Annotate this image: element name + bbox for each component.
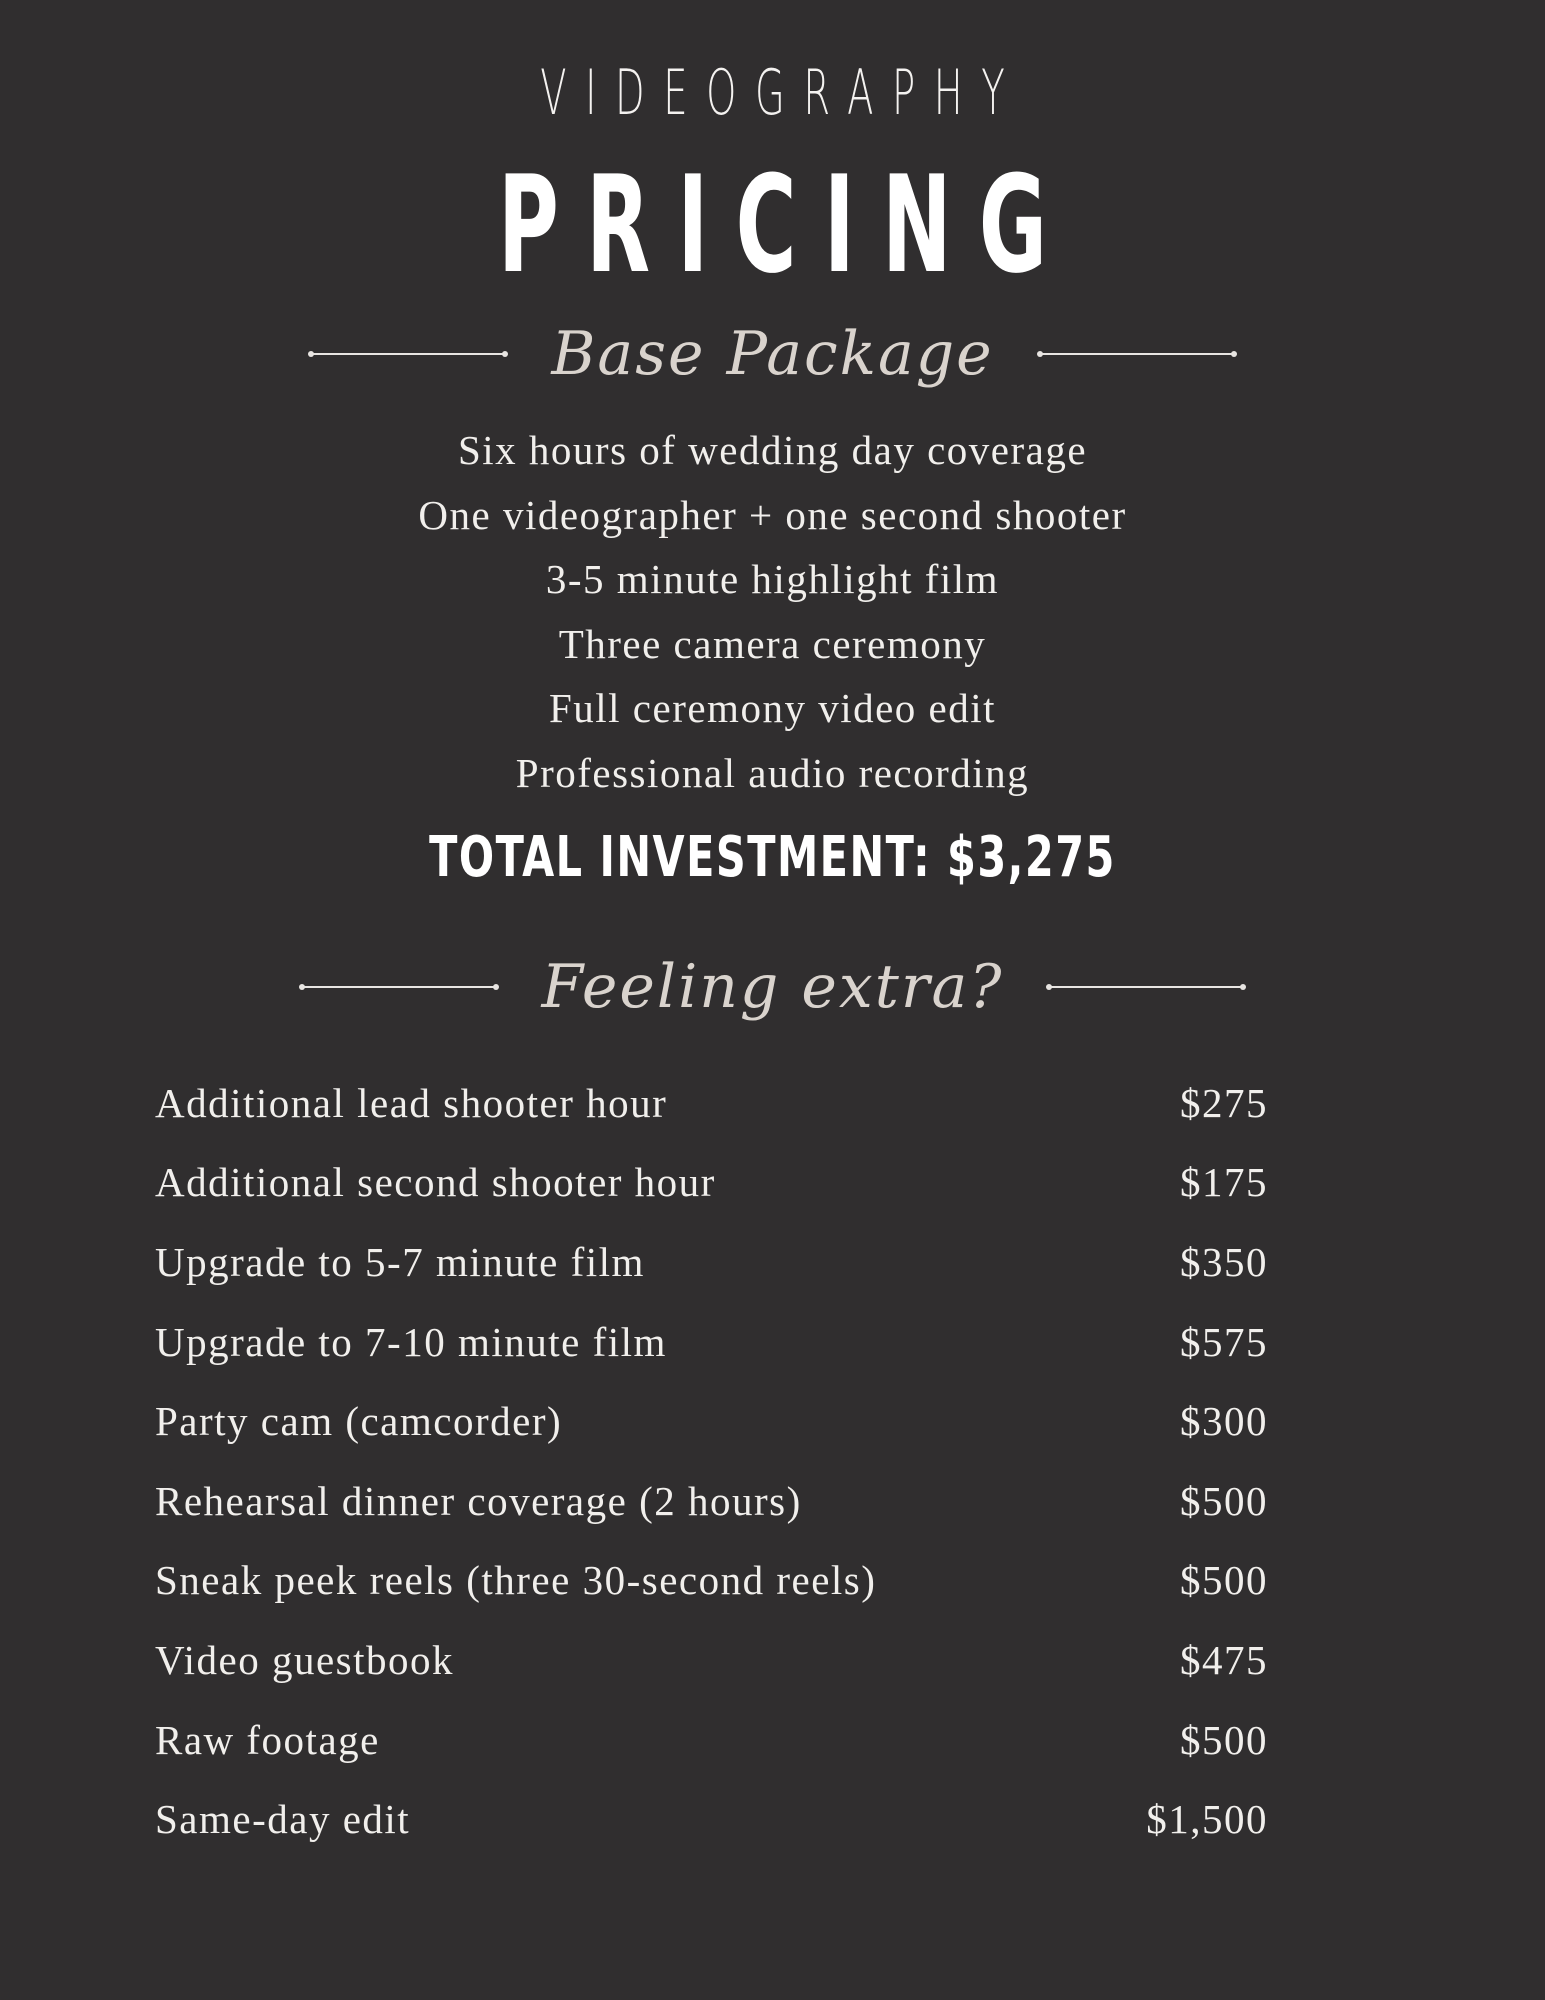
extra-price: $500	[1180, 1716, 1268, 1763]
table-row	[155, 1222, 1268, 1302]
extra-price: $475	[1180, 1636, 1268, 1683]
extra-label: Video guestbook	[155, 1636, 455, 1683]
extra-label: Sneak peek reels (three 30-second reels)	[155, 1557, 877, 1604]
extra-label: Additional second shooter hour	[155, 1159, 716, 1206]
extra-label: Raw footage	[155, 1716, 380, 1763]
table-row	[155, 1063, 1268, 1143]
right-divider	[1049, 986, 1243, 988]
list-item: 3-5 minute highlight film	[545, 556, 1000, 602]
extra-label: Rehearsal dinner coverage (2 hours)	[155, 1477, 802, 1524]
list-item: Professional audio recording	[515, 749, 1030, 796]
extra-label: Upgrade to 7-10 minute film	[155, 1318, 667, 1365]
table-row	[155, 1620, 1268, 1700]
extra-price: $300	[1180, 1398, 1268, 1445]
extra-price: $1,500	[1146, 1796, 1268, 1843]
extras-title: Feeling extra?	[541, 952, 1004, 1022]
list-item: Three camera ceremony	[558, 620, 987, 667]
page-eyebrow: VIDEOGRAPHY	[540, 56, 1024, 129]
extra-label: Same-day edit	[155, 1796, 411, 1843]
table-row	[155, 1779, 1268, 1859]
extra-price: $275	[1180, 1079, 1268, 1126]
list-item: One videographer + one second shooter	[418, 491, 1127, 538]
total-investment: TOTAL INVESTMENT: $3,275	[429, 825, 1116, 890]
extra-price: $575	[1180, 1318, 1268, 1365]
left-divider	[311, 353, 505, 355]
extra-price: $500	[1180, 1557, 1268, 1604]
extra-label: Additional lead shooter hour	[155, 1079, 668, 1126]
right-divider	[1040, 353, 1234, 355]
base-package-list	[0, 418, 1545, 805]
extras-list	[155, 1063, 1268, 1859]
extra-price: $175	[1180, 1159, 1268, 1206]
list-item: Full ceremony video edit	[548, 685, 997, 731]
extra-label: Party cam (camcorder)	[155, 1398, 563, 1445]
table-row	[155, 1381, 1268, 1461]
left-divider	[302, 986, 496, 988]
list-item: Six hours of wedding day coverage	[457, 427, 1088, 473]
table-row	[155, 1461, 1268, 1541]
extras-header	[0, 947, 1545, 1027]
table-row	[155, 1302, 1268, 1382]
table-row	[155, 1143, 1268, 1223]
base-package-title: Base Package	[551, 319, 994, 389]
table-row	[155, 1700, 1268, 1780]
extra-price: $350	[1180, 1238, 1268, 1285]
extra-label: Upgrade to 5-7 minute film	[155, 1238, 645, 1285]
page-title: PRICING	[497, 147, 1075, 303]
base-package-header	[0, 314, 1545, 394]
extra-price: $500	[1180, 1477, 1268, 1524]
table-row	[155, 1541, 1268, 1621]
